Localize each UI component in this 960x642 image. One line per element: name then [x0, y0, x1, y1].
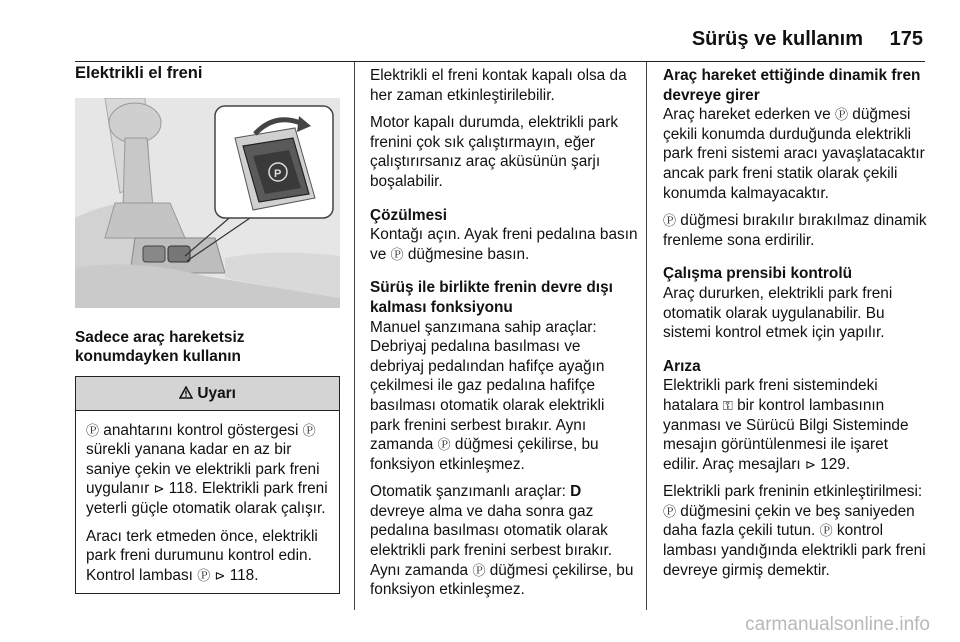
paragraph: Elektrikli park freninin etkinleştirilmesi: Ⓟ düğmesini çekin ve beş saniyeden daha fazla çekili tutun. Ⓟ kontrol lambası yandığında elektrikli park freni devreye girmiş demektir. — [663, 483, 926, 579]
subheading: Çalışma prensibi kontrolü — [663, 265, 853, 283]
page-header — [75, 26, 925, 62]
warning-body — [76, 411, 339, 594]
paragraph: Araç dururken, elektrikli park freni otomatik olarak uygulanabilir. Bu sistemi kontrol etmek için yapılır. — [663, 284, 893, 342]
left-column — [75, 64, 340, 594]
wrench-warning-icon: ⚿ — [722, 397, 733, 413]
warning-triangle-icon — [179, 385, 197, 402]
paragraph: Motor kapalı durumda, elektrikli park frenini çok sık çalıştırmayın, eğer çalıştırırsanız araç aküsünün şarjı boşalabilir. — [370, 114, 619, 190]
paragraph: Kontağı açın. Ayak freni pedalına basın ve Ⓟ düğmesine basın. — [370, 226, 638, 263]
warning-paragraph: Aracı terk etmeden önce, elektrikli park freni durumunu kontrol edin. Kontrol lambası Ⓟ ⊳ 118. — [86, 527, 318, 584]
parking-brake-icon: Ⓟ — [663, 503, 677, 519]
chapter-title: Sürüş ve kullanım — [691, 28, 863, 50]
paragraph: Otomatik şanzımanlı araçlar: D devreye alma ve daha sonra gaz pedalına basılması otomatik olarak elektrikli park frenini serbest bırakır. Aynı zamanda Ⓟ düğmesi çekilirse, bu fonksiyon etkinleşmez. — [370, 483, 634, 599]
page-reference-arrow-icon: ⊳ — [214, 567, 226, 583]
middle-column — [370, 66, 638, 608]
parking-brake-icon: Ⓟ — [472, 562, 486, 578]
paragraph: Ⓟ düğmesi bırakılır bırakılmaz dinamik frenleme sona erdirilir. — [663, 212, 927, 249]
parking-brake-icon: Ⓟ — [819, 523, 833, 539]
subheading: Arıza — [663, 357, 701, 375]
page-reference[interactable]: 118 — [229, 566, 255, 584]
parking-brake-icon: Ⓟ — [197, 567, 211, 583]
page-reference-arrow-icon: ⊳ — [805, 456, 816, 472]
parking-brake-icon: Ⓟ — [663, 213, 677, 229]
page-number: 175 — [889, 28, 923, 50]
parking-brake-icon: Ⓟ — [834, 107, 848, 123]
gear-position-label: D — [570, 483, 582, 501]
parking-brake-icon: Ⓟ — [437, 437, 451, 453]
paragraph: Araç hareket ederken ve Ⓟ düğmesi çekili konumda durduğunda elektrikli park freni sistemi aracı yavaşlatacaktır ancak park freni statik olarak çekili konumda kalmayacaktır. — [663, 106, 925, 202]
column-divider-2 — [646, 62, 647, 610]
warning-box — [75, 376, 340, 595]
parking-brake-illustration — [75, 98, 340, 308]
subheading: Araç hareket ettiğinde dinamik fren devreye girer — [663, 67, 921, 104]
column-divider-1 — [354, 62, 355, 610]
right-column — [663, 66, 928, 588]
subheading: Sürüş ile birlikte frenin devre dışı kalması fonksiyonu — [370, 279, 613, 316]
page-reference[interactable]: 118 — [168, 480, 194, 498]
watermark: carmanualsonline.info — [745, 614, 930, 635]
parking-brake-icon: Ⓟ — [86, 422, 100, 438]
parking-brake-icon: Ⓟ — [390, 246, 404, 262]
subheading: Çözülmesi — [370, 206, 447, 224]
section-title: Elektrikli el freni — [75, 64, 203, 82]
parking-brake-drawing — [75, 98, 340, 308]
paragraph: Elektrikli park freni sistemindeki hatalara ⚿ bir kontrol lambasının yanması ve Sürücü Bilgi Sisteminde mesajın görüntülenmesi ile işaret edilir. Araç mesajları ⊳ 129. — [663, 377, 909, 473]
warning-paragraph: Ⓟ anahtarını kontrol göstergesi Ⓟ sürekli yanana kadar en az bir saniye çekin ve elektrikli park freni uygulanır ⊳ 118. Elektrikli park freni yeterli güçle otomatik olarak çalışır. — [86, 421, 328, 517]
paragraph: Elektrikli el freni kontak kapalı olsa da her zaman etkinleştirilebilir. — [370, 67, 627, 104]
header-rule — [75, 61, 925, 62]
svg-text:P: P — [274, 167, 282, 180]
figure-caption: Sadece araç hareketsiz konumdayken kullanın — [75, 328, 245, 365]
page-reference-arrow-icon: ⊳ — [153, 481, 165, 497]
warning-header — [76, 377, 339, 411]
paragraph: Manuel şanzımana sahip araçlar: Debriyaj pedalına basılması ve debriyaj pedalından hafifçe ayağın çekilmesi ile gaz pedalına hafifçe basılması otomatik olarak elektrikli park frenini serbest bırakır. Aynı zamanda Ⓟ düğmesi çekilirse, bu fonksiyon etkinleşmez. — [370, 318, 605, 473]
parking-brake-icon: Ⓟ — [302, 422, 316, 438]
page-reference[interactable]: 129 — [820, 455, 846, 473]
warning-title: Uyarı — [197, 384, 236, 402]
